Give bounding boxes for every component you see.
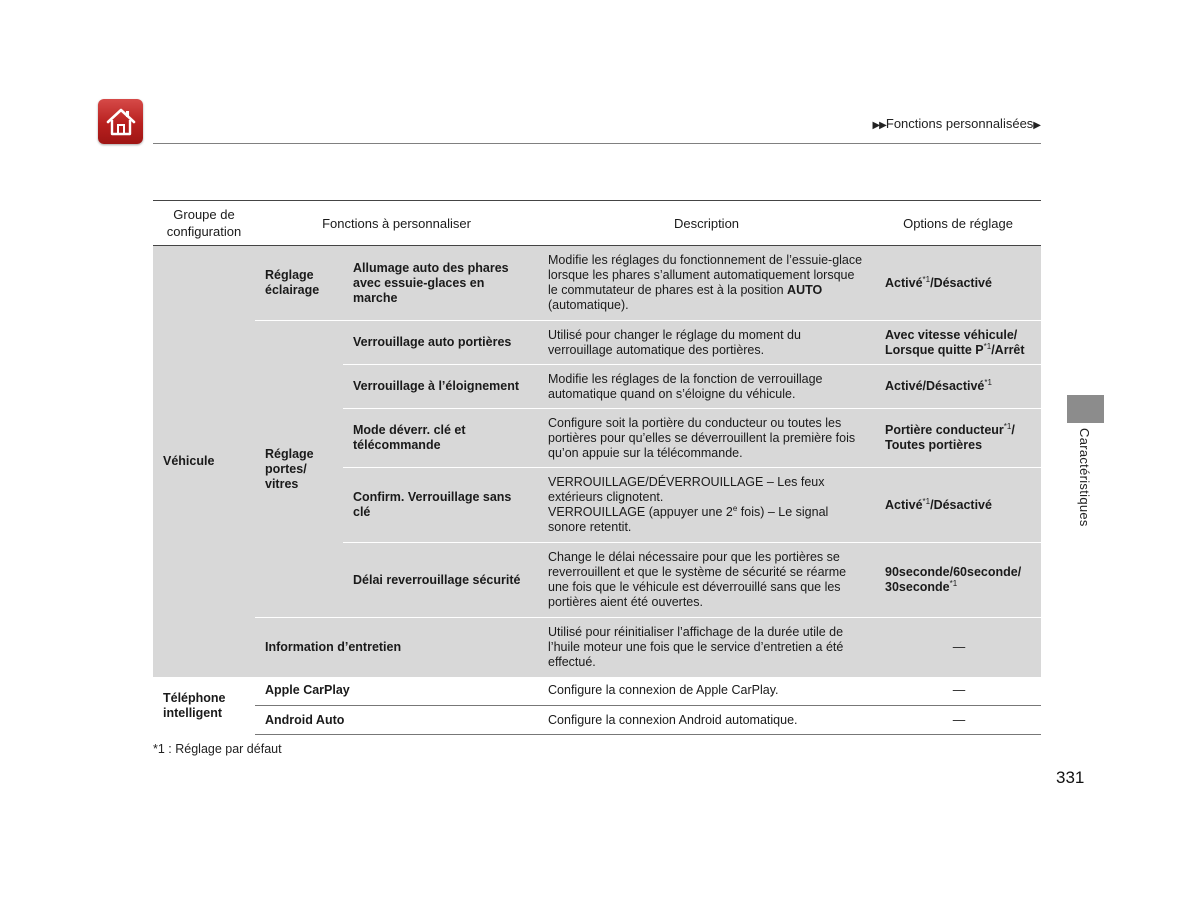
group-vehicule: Véhicule	[153, 246, 255, 677]
header-functions: Fonctions à personnaliser	[255, 201, 538, 246]
group-telephone: Téléphone intelligent	[153, 677, 255, 735]
home-icon	[105, 107, 137, 137]
function-description: Configure la connexion de Apple CarPlay.	[538, 677, 875, 706]
function-description: Configure soit la portière du conducteur ou toutes les portières pour qu’elles se déverrouillent la première fois qu’on appuie sur la télécommande.	[538, 409, 875, 468]
function-options: Portière conducteur$^{*1}$/ Toutes portières	[875, 409, 1041, 468]
breadcrumb[interactable]	[872, 116, 1040, 131]
function-options: —	[875, 706, 1041, 735]
home-button[interactable]	[98, 99, 143, 144]
header-group: Groupe de configuration	[153, 201, 255, 246]
function-options: Activé$^{*1}$/Désactivé	[875, 468, 1041, 543]
function-description: Configure la connexion Android automatique.	[538, 706, 875, 735]
table-header-row	[153, 201, 1041, 246]
function-name: Verrouillage auto portières	[343, 321, 538, 365]
function-name: Confirm. Verrouillage sans clé	[343, 468, 538, 543]
settings-table	[153, 200, 1041, 735]
function-name: Information d’entretien	[255, 618, 538, 677]
function-description: VERROUILLAGE/DÉVERROUILLAGE – Les feux extérieurs clignotent. VERROUILLAGE (appuyer une 2e fois) – Le signal sonore retentit.	[538, 468, 875, 543]
table-row	[153, 706, 1041, 735]
subgroup-doors: Réglage portes/ vitres	[255, 321, 343, 618]
function-options: —	[875, 618, 1041, 677]
function-description: Utilisé pour réinitialiser l’affichage de la durée utile de l’huile moteur une fois que le service d’entretien a été effectué.	[538, 618, 875, 677]
function-options: —	[875, 677, 1041, 706]
breadcrumb-arrows: ▶▶	[872, 120, 886, 131]
function-description: Modifie les réglages de la fonction de verrouillage automatique quand on s’éloigne du véhicule.	[538, 365, 875, 409]
function-name: Apple CarPlay	[255, 677, 538, 706]
function-name: Délai reverrouillage sécurité	[343, 543, 538, 618]
function-description: Change le délai nécessaire pour que les portières se reverrouillent et que le système de sécurité se réarme une fois que le véhicule est déverrouillé sans que les portières aient été ouvertes.	[538, 543, 875, 618]
subgroup-lighting: Réglage éclairage	[255, 246, 343, 321]
function-options: Activé$^{*1}$/Désactivé	[875, 246, 1041, 321]
breadcrumb-end-arrow: ▶	[1033, 120, 1040, 131]
header-options: Options de réglage	[875, 201, 1041, 246]
function-name: Mode déverr. clé et télécommande	[343, 409, 538, 468]
chapter-tab[interactable]	[1067, 395, 1104, 423]
table-row	[153, 677, 1041, 706]
footnote: *1 : Réglage par défaut	[153, 742, 282, 756]
table-row	[153, 618, 1041, 677]
chapter-label: Caractéristiques	[1077, 428, 1092, 527]
table-row	[153, 246, 1041, 321]
breadcrumb-text[interactable]: Fonctions personnalisées	[885, 116, 1034, 131]
function-description: Utilisé pour changer le réglage du moment du verrouillage automatique des portières.	[538, 321, 875, 365]
page-number: 331	[1056, 768, 1085, 787]
function-options: Avec vitesse véhicule/ Lorsque quitte P$^{*1}$/Arrêt	[875, 321, 1041, 365]
function-name: Verrouillage à l’éloignement	[343, 365, 538, 409]
header-rule	[153, 143, 1041, 144]
function-name: Allumage auto des phares avec essuie-glaces en marche	[343, 246, 538, 321]
function-name: Android Auto	[255, 706, 538, 735]
header-description: Description	[538, 201, 875, 246]
function-description: Modifie les réglages du fonctionnement de l’essuie-glace lorsque les phares s’allument automatiquement lorsque le commutateur de phares est à la position AUTO (automatique).	[538, 246, 875, 321]
table-row	[153, 321, 1041, 365]
function-options: Activé/Désactivé$^{*1}$	[875, 365, 1041, 409]
function-options: 90seconde/60seconde/ 30seconde$^{*1}$	[875, 543, 1041, 618]
